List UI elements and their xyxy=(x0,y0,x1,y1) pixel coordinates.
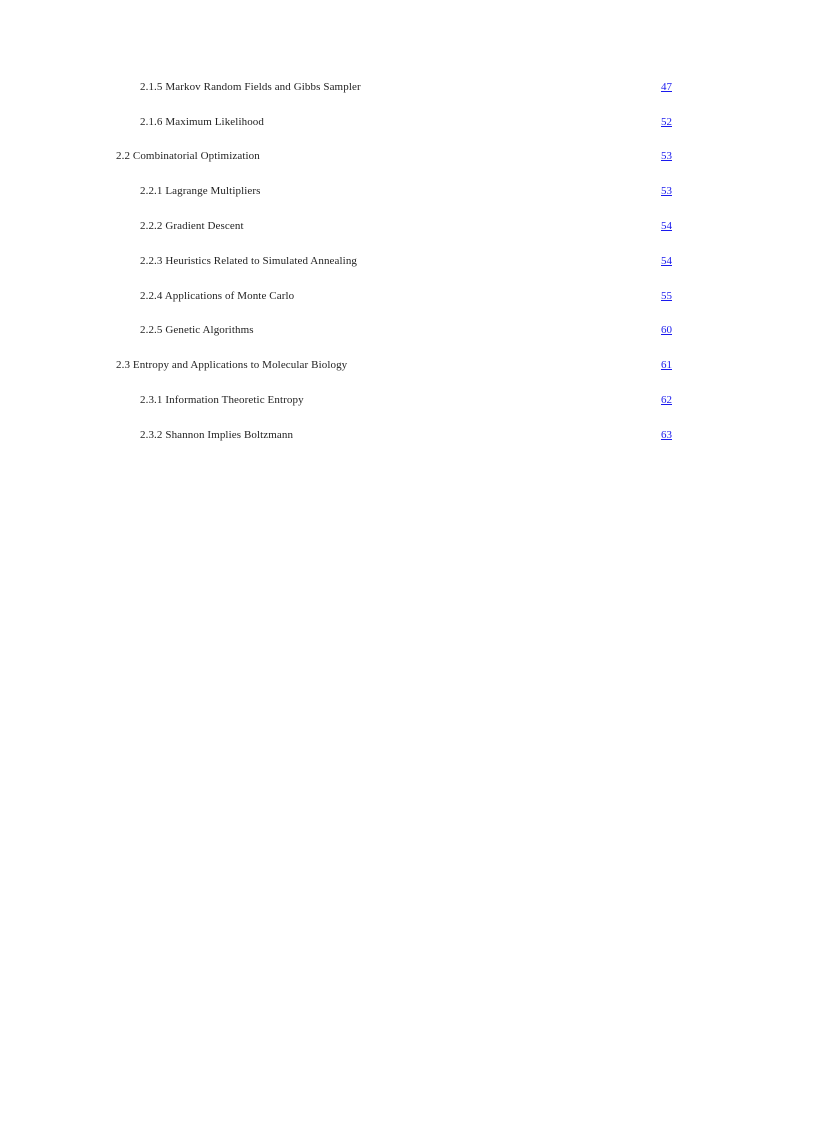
toc-entry-2-1-5 xyxy=(0,79,816,99)
toc-page-link[interactable]: 62 xyxy=(661,394,672,406)
toc-section-title: 2.3 Entropy and Applications to Molecular Biology xyxy=(116,359,348,371)
toc-entry-title: 2.2.3 Heuristics Related to Simulated Annealing xyxy=(140,255,358,267)
toc-entry-title: 2.2.2 Gradient Descent xyxy=(140,220,244,232)
toc-entry-title: 2.3.2 Shannon Implies Boltzmann xyxy=(140,429,294,441)
toc-page-link[interactable]: 52 xyxy=(661,116,672,128)
toc-page-link[interactable]: 54 xyxy=(661,255,672,267)
toc-entry-2-2-3 xyxy=(0,253,816,273)
toc-entry-2-2-1 xyxy=(0,183,816,203)
toc-entry-2-2-4 xyxy=(0,288,816,308)
toc-entry-2-2-2 xyxy=(0,218,816,238)
toc-entry-2-1-6 xyxy=(0,114,816,134)
toc-page-link[interactable]: 47 xyxy=(661,81,672,93)
toc-page-link[interactable]: 53 xyxy=(661,185,672,197)
toc-entry-title: 2.1.6 Maximum Likelihood xyxy=(140,116,265,128)
toc-entry-title: 2.2.5 Genetic Algorithms xyxy=(140,324,254,336)
toc-entry-title: 2.1.5 Markov Random Fields and Gibbs Sampler xyxy=(140,81,361,93)
toc-entry-2-3-1 xyxy=(0,392,816,412)
toc-section-title: 2.2 Combinatorial Optimization xyxy=(116,150,260,162)
toc-page-link[interactable]: 60 xyxy=(661,324,672,336)
toc-entry-2-3 xyxy=(0,357,816,377)
toc-entry-title: 2.2.4 Applications of Monte Carlo xyxy=(140,290,295,302)
toc-entry-2-2 xyxy=(0,148,816,168)
toc-page-link[interactable]: 55 xyxy=(661,290,672,302)
toc-entry-2-2-5 xyxy=(0,322,816,342)
toc-entry-title: 2.3.1 Information Theoretic Entropy xyxy=(140,394,304,406)
toc-page-link[interactable]: 53 xyxy=(661,150,672,162)
toc-page-link[interactable]: 54 xyxy=(661,220,672,232)
toc-page-link[interactable]: 63 xyxy=(661,429,672,441)
toc-page-link[interactable]: 61 xyxy=(661,359,672,371)
toc-entry-2-3-2 xyxy=(0,427,816,447)
toc-entry-title: 2.2.1 Lagrange Multipliers xyxy=(140,185,261,197)
